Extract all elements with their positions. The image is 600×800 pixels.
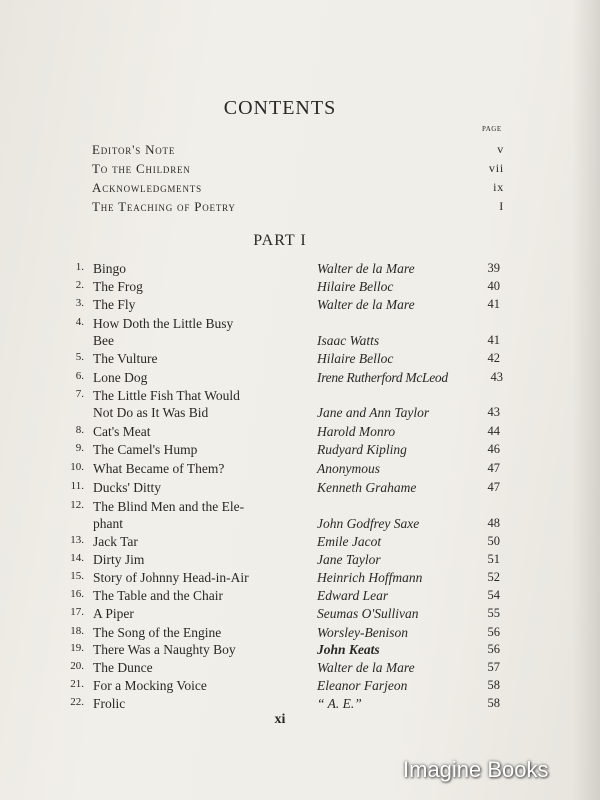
entry-author: “ A. E.”: [317, 696, 362, 711]
entry-author: Anonymous: [317, 461, 380, 476]
entry-title-continuation: Bee: [93, 333, 114, 348]
front-matter-page: v: [497, 142, 504, 156]
entry-number: 5.: [75, 351, 84, 363]
front-matter-page: ix: [493, 180, 504, 194]
entry-author: Seumas O'Sullivan: [317, 606, 419, 621]
entry-number: 15.: [70, 570, 84, 582]
entry-number: 12.: [70, 499, 84, 511]
front-matter-item: [92, 199, 504, 215]
part-heading: PART I: [253, 232, 307, 249]
page-edge-shadow: [572, 0, 600, 800]
entry-page: 47: [487, 480, 500, 494]
entry-page: 42: [487, 351, 500, 365]
entry-author: Rudyard Kipling: [317, 442, 407, 457]
entry-title: The Dunce: [93, 660, 153, 675]
entry-page: 57: [487, 660, 500, 674]
entry-page: 50: [487, 534, 500, 548]
entry-page: 46: [487, 442, 500, 456]
entry-author: Edward Lear: [317, 588, 389, 603]
entry-author: John Keats: [317, 642, 380, 657]
entry-page: 41: [487, 333, 500, 347]
entry-author: Walter de la Mare: [317, 261, 415, 276]
entry-author: Jane and Ann Taylor: [317, 405, 430, 420]
entry-title: Jack Tar: [93, 534, 138, 549]
entry-number: 8.: [75, 424, 84, 436]
entry-number: 6.: [75, 370, 84, 382]
entry-number: 21.: [70, 678, 84, 690]
entry-number: 22.: [70, 696, 84, 708]
entry-number: 4.: [75, 316, 84, 328]
entry-number: 7.: [75, 388, 84, 400]
entry-title: The Blind Men and the Ele-: [93, 499, 245, 514]
entry-page: 40: [487, 279, 500, 293]
entry-title: The Fly: [93, 297, 136, 312]
entry-page: 54: [487, 588, 500, 602]
entry-number: 14.: [70, 552, 84, 564]
front-matter-title: Editor's Note: [92, 142, 176, 157]
entry-number: 2.: [75, 279, 84, 291]
entry-number: 1.: [75, 261, 84, 273]
page-folio: xi: [274, 712, 286, 727]
front-matter-title: Acknowledgments: [92, 180, 202, 195]
entry-author: Worsley-Benison: [317, 625, 408, 640]
entry-title: Frolic: [93, 696, 126, 711]
front-matter-item: [92, 180, 504, 196]
entry-author: Eleanor Farjeon: [317, 678, 408, 693]
watermark-text: Imagine Books: [403, 757, 549, 782]
entry-title: A Piper: [93, 606, 134, 621]
entry-title-continuation: phant: [93, 516, 123, 531]
entry-page: 58: [487, 696, 500, 710]
entry-title-continuation: Not Do as It Was Bid: [93, 405, 209, 420]
entry-title: Ducks' Ditty: [93, 480, 162, 495]
entry-title: The Song of the Engine: [93, 625, 222, 640]
entry-title: The Camel's Hump: [93, 442, 198, 457]
front-matter-item: [92, 161, 504, 177]
entry-title: Dirty Jim: [93, 552, 145, 567]
entry-title: Lone Dog: [93, 370, 148, 385]
entry-page: 51: [487, 552, 500, 566]
entry-page: 52: [487, 570, 500, 584]
front-matter-page: vii: [488, 161, 504, 175]
entry-number: 16.: [70, 588, 84, 600]
front-matter-title: The Teaching of Poetry: [92, 199, 236, 214]
entry-author: Hilaire Belloc: [317, 279, 394, 294]
entry-title: The Table and the Chair: [93, 588, 224, 603]
entry-page: 44: [487, 424, 500, 438]
entry-page: 56: [487, 625, 500, 639]
entry-number: 19.: [70, 642, 84, 654]
entry-number: 13.: [70, 534, 84, 546]
entry-author: Hilaire Belloc: [317, 351, 394, 366]
entry-page: 43: [487, 405, 500, 419]
front-matter-title: To the Children: [92, 161, 191, 176]
entry-page: 58: [487, 678, 500, 692]
entry-title: Bingo: [93, 261, 127, 276]
entry-number: 9.: [75, 442, 84, 454]
entry-author: Heinrich Hoffmann: [317, 570, 423, 585]
entry-author: Walter de la Mare: [317, 297, 415, 312]
entry-author: John Godfrey Saxe: [317, 516, 420, 531]
front-matter-page: I: [499, 199, 504, 213]
entry-title: There Was a Naughty Boy: [93, 642, 236, 657]
entry-title: The Vulture: [93, 351, 158, 366]
entry-page: 56: [487, 642, 500, 656]
entry-title: The Frog: [93, 279, 143, 294]
entry-page: 39: [487, 261, 500, 275]
entry-author: Kenneth Grahame: [317, 480, 417, 495]
entry-author: Jane Taylor: [317, 552, 381, 567]
entry-author: Irene Rutherford McLeod: [317, 370, 448, 385]
entry-number: 17.: [70, 606, 84, 618]
entry-page: 47: [487, 461, 500, 475]
entry-author: Emile Jacot: [317, 534, 382, 549]
front-matter-item: [92, 142, 504, 158]
entry-number: 20.: [70, 660, 84, 672]
entry-page: 48: [487, 516, 500, 530]
entry-author: Harold Monro: [317, 424, 396, 439]
entry-title: For a Mocking Voice: [93, 678, 207, 693]
entry-title: What Became of Them?: [93, 461, 225, 476]
entry-author: Isaac Watts: [317, 333, 380, 348]
contents-title: CONTENTS: [223, 97, 337, 119]
entry-number: 18.: [70, 625, 84, 637]
entry-number: 10.: [70, 461, 84, 473]
entry-number: 11.: [70, 480, 84, 492]
entry-page: 43: [490, 370, 503, 384]
entry-title: Story of Johnny Head-in-Air: [93, 570, 249, 585]
entry-title: How Doth the Little Busy: [93, 316, 234, 331]
entry-title: The Little Fish That Would: [93, 388, 240, 403]
entry-title: Cat's Meat: [93, 424, 151, 439]
page-column-label: PAGE: [482, 125, 502, 133]
entry-author: Walter de la Mare: [317, 660, 415, 675]
entry-page: 41: [487, 297, 500, 311]
entry-number: 3.: [75, 297, 84, 309]
entry-page: 55: [487, 606, 500, 620]
